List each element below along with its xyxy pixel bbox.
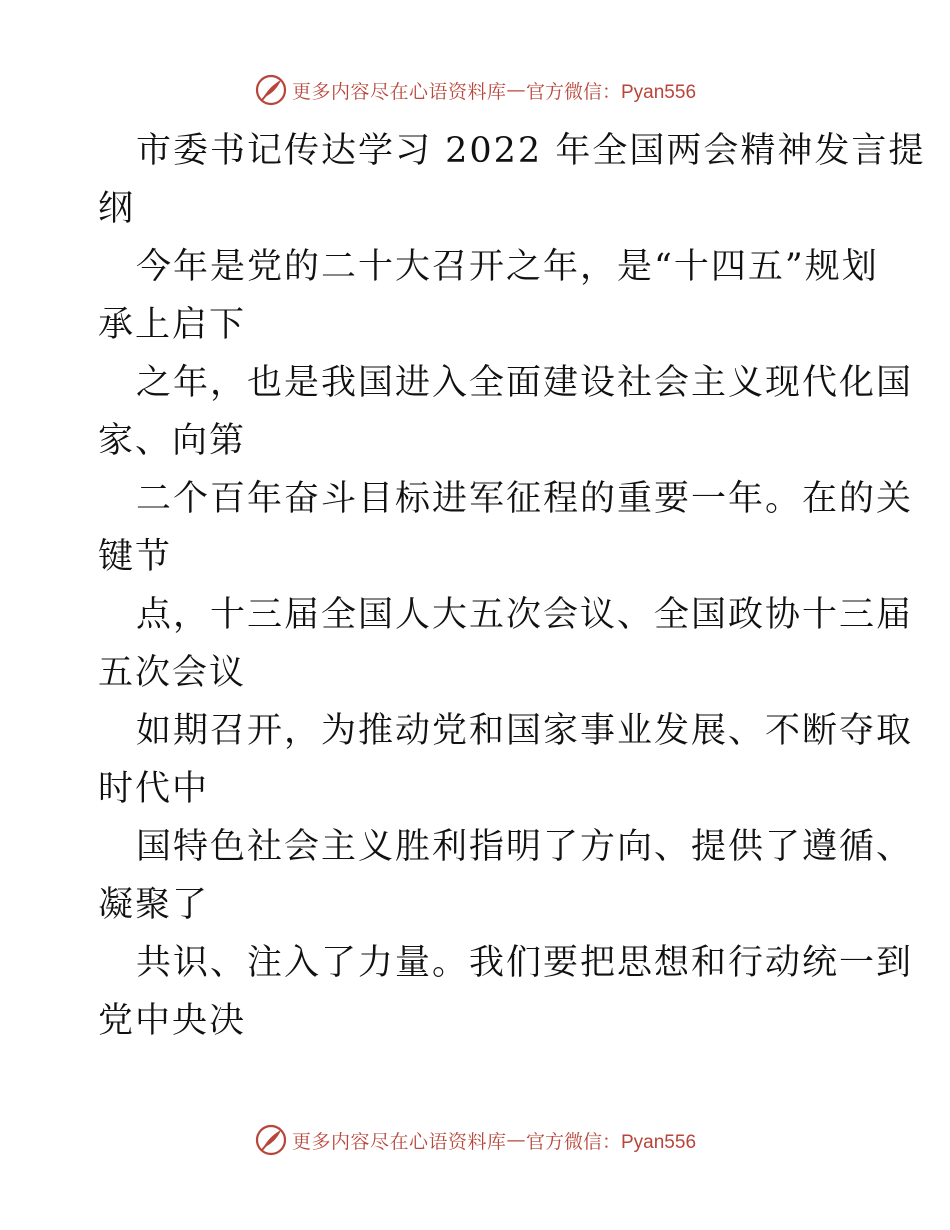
text-line: 点，十三届全国人大五次会议、全国政协十三届 [136,595,914,635]
banner-contact: 官方微信：Pyan556 [526,81,697,103]
banner-contact: 官方微信：Pyan556 [526,1131,697,1153]
text-line: 五次会议 [98,653,247,693]
text-line: 共识、注入了力量。我们要把思想和行动统一到 [136,943,914,983]
banner-separator: — [506,79,526,101]
text-line: 时代中 [98,769,210,809]
quill-logo-icon [254,1123,288,1157]
text-line: 今年是党的二十大召开之年，是“十四五”规划 [136,247,879,287]
text-line: 之年，也是我国进入全面建设社会主义现代化国 [136,363,914,403]
footer-banner [0,1120,950,1160]
text-line: 纲 [98,189,136,229]
text-line: 国特色社会主义胜利指明了方向、提供了遵循、 [136,827,914,867]
banner-text: 更多内容尽在心语资料库 [291,80,507,103]
quill-logo-icon [254,73,288,107]
text-line: 如期召开，为推动党和国家事业发展、不断夺取 [136,711,914,751]
text-line: 承上启下 [98,305,247,345]
banner-separator: — [506,1129,526,1151]
document-body [98,122,926,1050]
text-line: 凝聚了 [98,885,210,925]
text-line: 键节 [98,537,173,577]
text-line: 家、向第 [98,421,247,461]
header-banner [0,70,950,110]
text-line: 二个百年奋斗目标进军征程的重要一年。在的关 [136,479,914,519]
banner-text: 更多内容尽在心语资料库 [291,1130,507,1153]
text-line: 党中央决 [98,1001,247,1041]
text-line: 市委书记传达学习 2022 年全国两会精神发言提 [136,131,926,171]
